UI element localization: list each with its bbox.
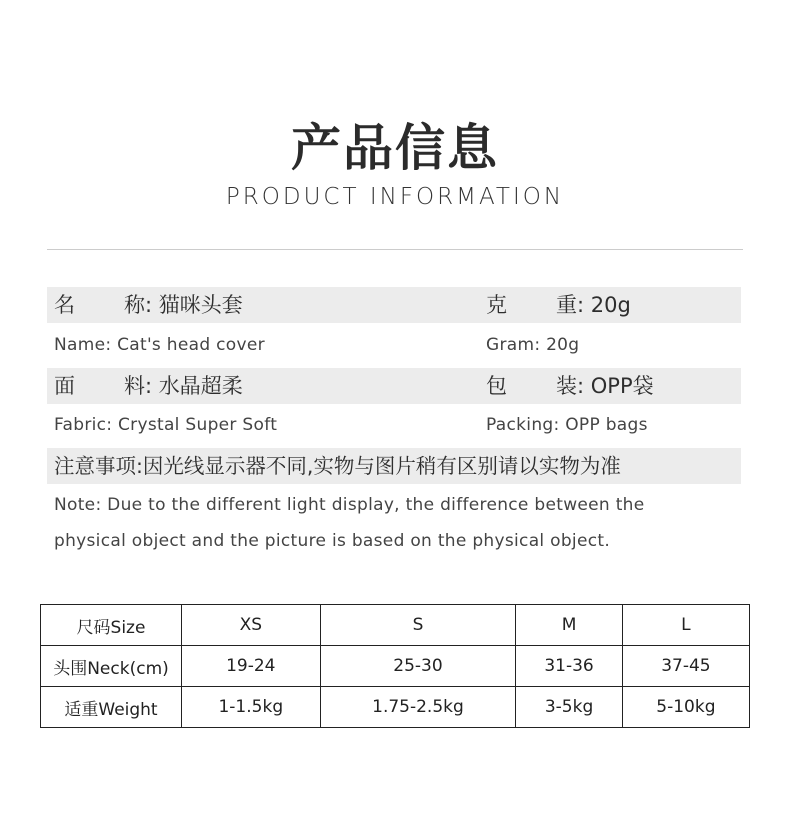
table-cell: XS: [182, 605, 321, 646]
note-en-line-2: physical object and the picture is based on the physical object.: [54, 531, 611, 551]
page-title: 产品信息: [291, 119, 499, 177]
fabric-en: Fabric: Crystal Super Soft: [54, 415, 278, 435]
fabric-label-a: 面: [54, 374, 75, 398]
weight-value: 20g: [590, 293, 631, 317]
table-cell: 19-24: [182, 646, 321, 687]
name-en: Name: Cat's head cover: [54, 335, 265, 355]
table-row: [41, 605, 750, 646]
table-cell: 1-1.5kg: [182, 687, 321, 728]
table-cell: S: [320, 605, 516, 646]
table-cell: 1.75-2.5kg: [320, 687, 516, 728]
note-en-line-1: Note: Due to the different light display, the difference between the: [54, 495, 645, 515]
packing-label-b: 装:: [556, 374, 585, 398]
packing-cn-row: [486, 368, 654, 404]
fabric-value: 水晶超柔: [158, 374, 243, 398]
fabric-label-b: 料:: [124, 374, 153, 398]
fabric-cn-row: [54, 368, 243, 404]
table-cell: 25-30: [320, 646, 516, 687]
weight-header-cell: 适重Weight: [41, 687, 182, 728]
size-table: [40, 604, 750, 728]
table-cell: L: [622, 605, 749, 646]
name-label-a: 名: [54, 293, 75, 317]
note-cn: 注意事项:因光线显示器不同,实物与图片稍有区别请以实物为准: [54, 454, 621, 478]
size-header-cell: 尺码Size: [41, 605, 182, 646]
table-cell: M: [516, 605, 622, 646]
packing-value: OPP袋: [590, 374, 654, 398]
neck-header-cell: 头围Neck(cm): [41, 646, 182, 687]
header-divider: [47, 249, 743, 250]
packing-label-a: 包: [486, 374, 507, 398]
table-row: [41, 646, 750, 687]
name-label-b: 称:: [124, 293, 153, 317]
page-subtitle: PRODUCT INFORMATION: [225, 184, 565, 210]
weight-cn-row: [486, 287, 631, 323]
name-cn-row: [54, 287, 243, 323]
name-value: 猫咪头套: [158, 293, 243, 317]
weight-en: Gram: 20g: [486, 335, 580, 355]
weight-label-b: 重:: [556, 293, 585, 317]
table-cell: 37-45: [622, 646, 749, 687]
weight-label-a: 克: [486, 293, 507, 317]
table-row: [41, 687, 750, 728]
table-cell: 5-10kg: [622, 687, 749, 728]
packing-en: Packing: OPP bags: [486, 415, 648, 435]
table-cell: 31-36: [516, 646, 622, 687]
table-cell: 3-5kg: [516, 687, 622, 728]
